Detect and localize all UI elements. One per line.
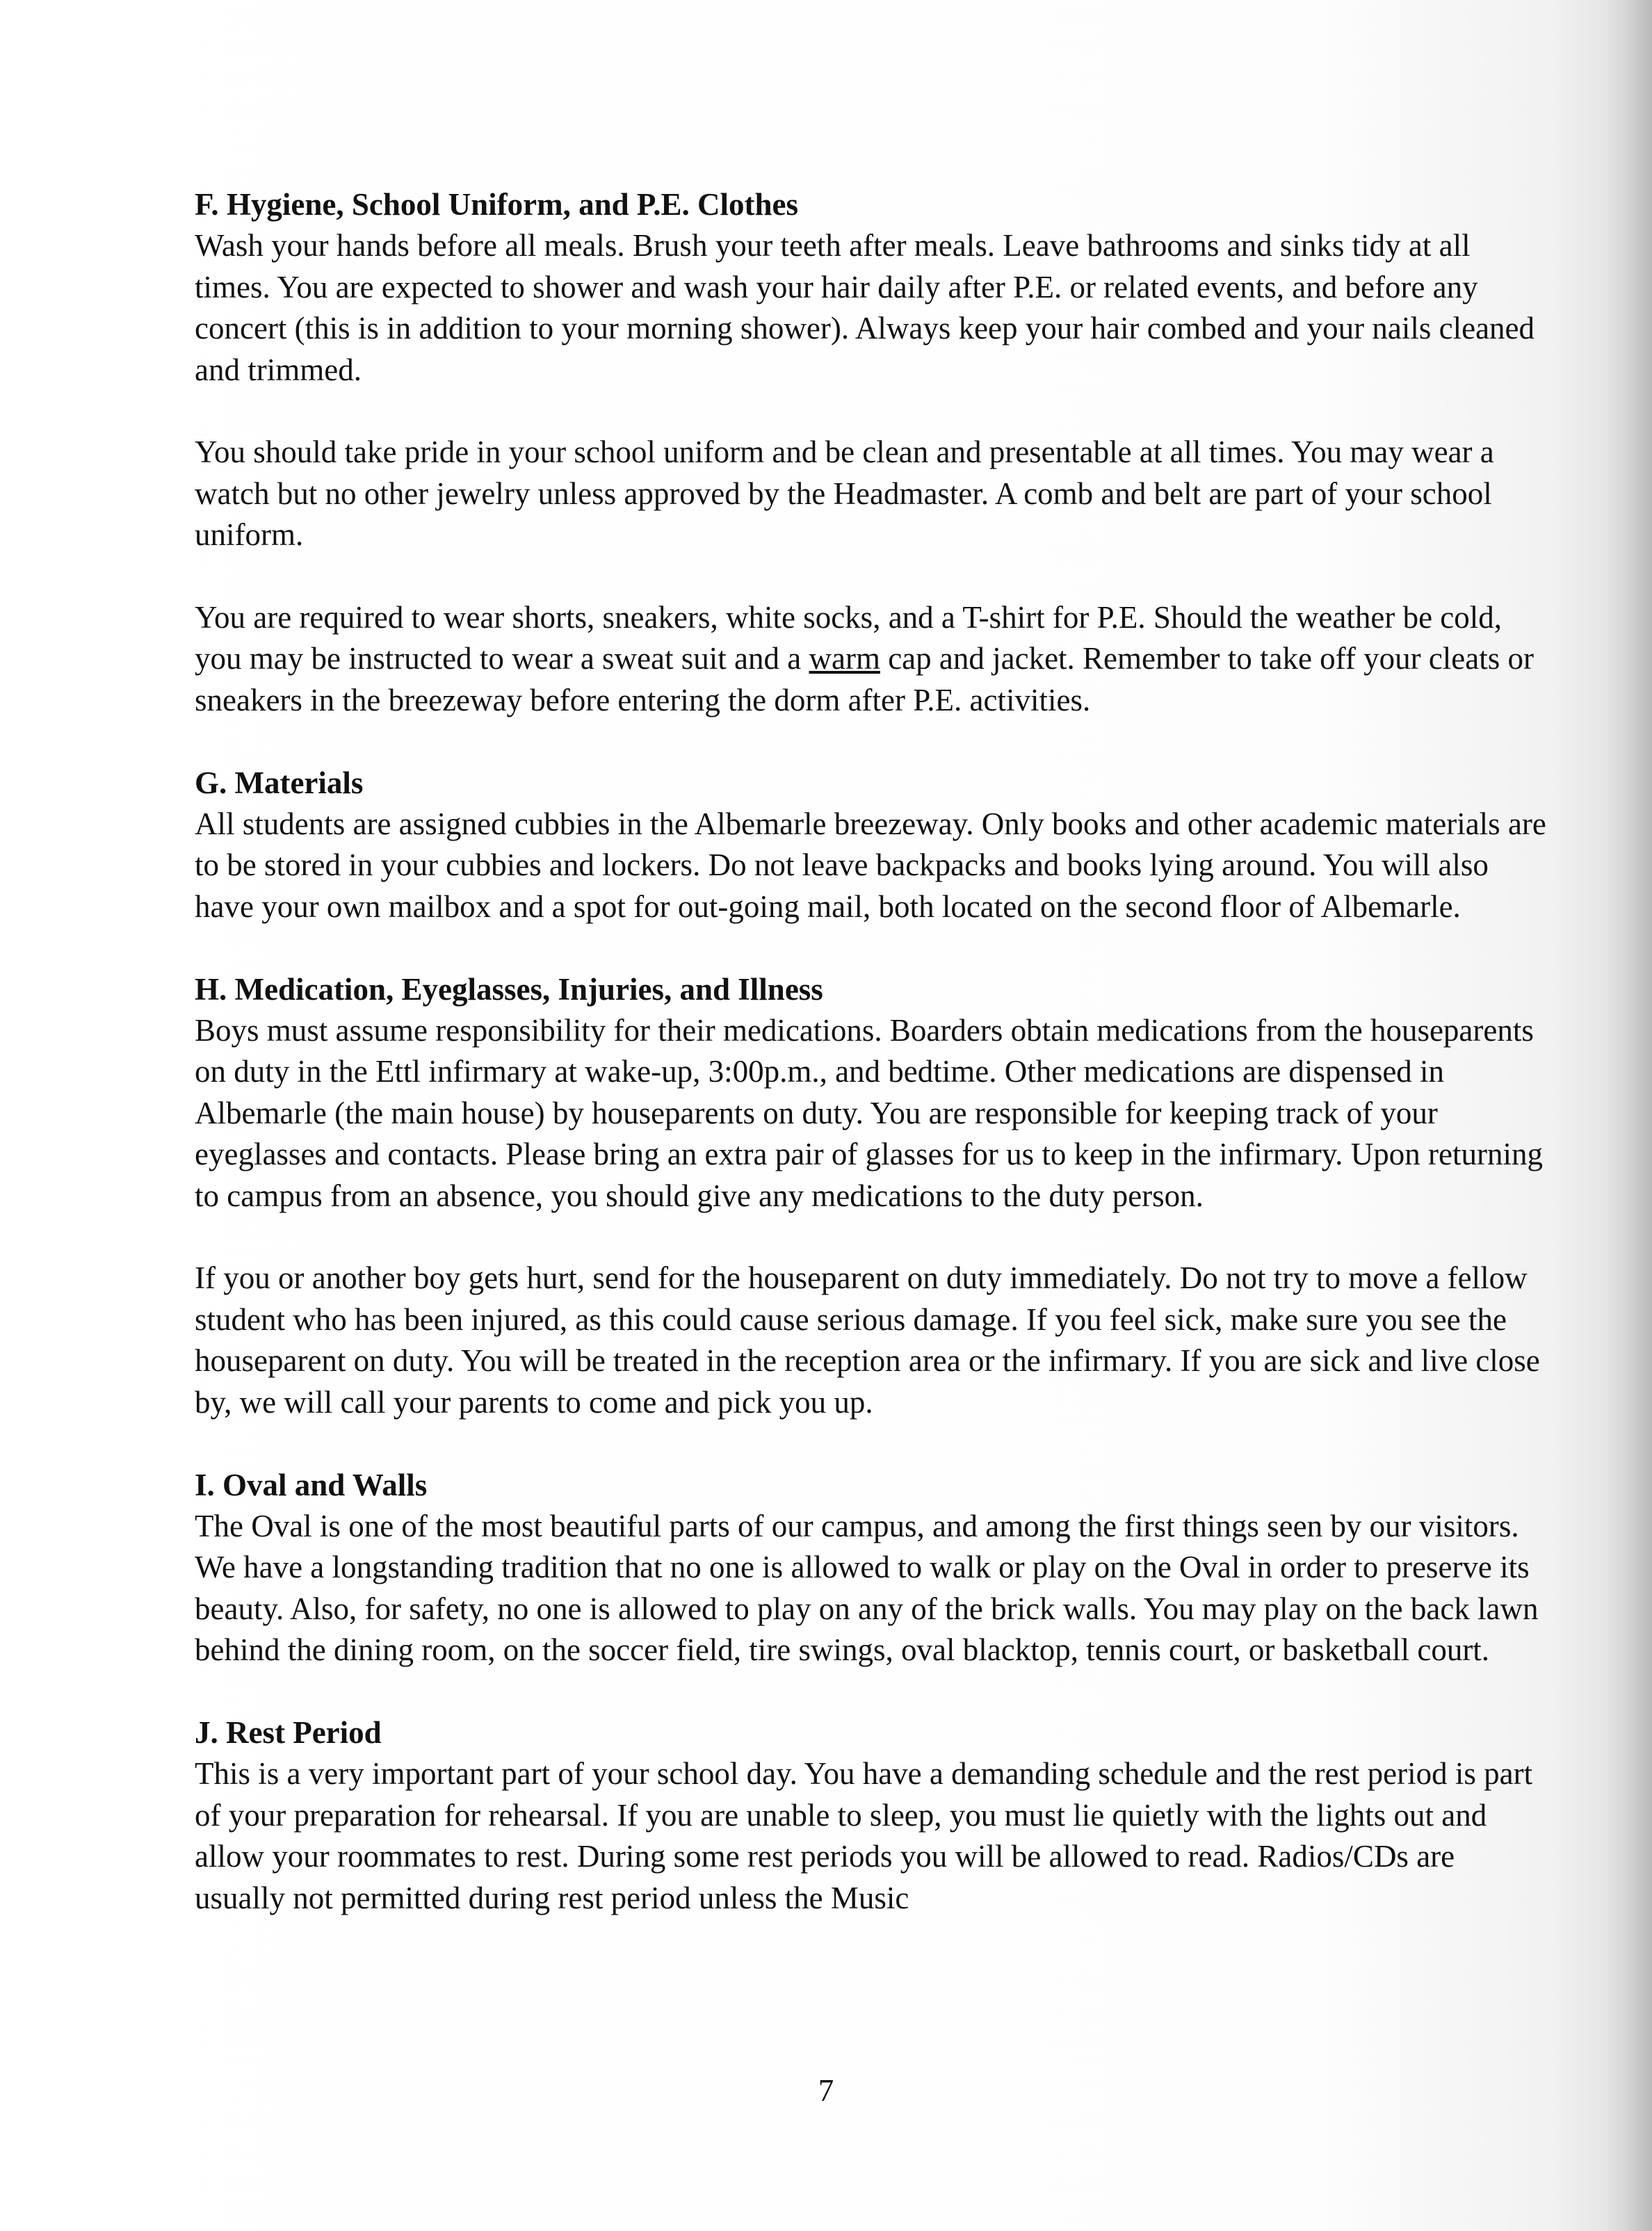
section-oval-walls <box>195 1465 1550 1671</box>
page-edge-shadow <box>1603 0 1652 2231</box>
paragraph <box>195 597 1550 721</box>
section-heading: F. Hygiene, School Uniform, and P.E. Clothes <box>195 187 799 222</box>
section-medication <box>195 969 1550 1423</box>
section-heading: G. Materials <box>195 765 364 800</box>
section-rest-period <box>195 1712 1550 1919</box>
section-heading: J. Rest Period <box>195 1714 382 1750</box>
paragraph: Wash your hands before all meals. Brush your teeth after meals. Leave bathrooms and sinks tidy at all times. You are expected to shower and wash your hair daily after P.E. or related events, and before any concert (this is in addition to your morning shower). Always keep your hair combed and your nails cleaned and trimmed. <box>195 228 1535 387</box>
page-number: 7 <box>818 2073 834 2108</box>
underlined-word: warm <box>809 641 880 676</box>
paragraph: This is a very important part of your school day. You have a demanding schedule and the rest period is part of your preparation for rehearsal. If you are unable to sleep, you must lie quietly with the lights out and allow your roommates to rest. During some rest periods you will be allowed to read. Radios/CDs are usually not permitted during rest period unless the Music <box>195 1756 1533 1915</box>
paragraph: You should take pride in your school uniform and be clean and presentable at all times. You may wear a watch but no other jewelry unless approved by the Headmaster. A comb and belt are part of your school uniform. <box>195 435 1494 553</box>
section-materials <box>195 763 1550 928</box>
section-heading: H. Medication, Eyeglasses, Injuries, and Illness <box>195 971 823 1007</box>
paragraph: If you or another boy gets hurt, send for the houseparent on duty immediately. Do not try to move a fellow student who has been injured, as this could cause serious damage. If you feel sick, make sure you see the houseparent on duty. You will be treated in the reception area or the infirmary. If you are sick and live close by, we will call your parents to come and pick you up. <box>195 1260 1540 1420</box>
paragraph-text: You are required to wear shorts, sneakers, white socks, and a T-shirt for P.E. Should the weather be cold, you may be instructed to wear a sweat suit and a <box>195 600 1503 676</box>
section-hygiene <box>195 184 1550 721</box>
section-heading: I. Oval and Walls <box>195 1467 428 1502</box>
page-body <box>195 184 1550 1919</box>
paragraph-text: cap and jacket. Remember to take off your cleats or sneakers in the breezeway before entering the dorm after P.E. activities. <box>195 641 1534 717</box>
paragraph: All students are assigned cubbies in the Albemarle breezeway. Only books and other academic materials are to be stored in your cubbies and lockers. Do not leave backpacks and books lying around. You will also have your own mailbox and a spot for out-going mail, both located on the second floor of Albemarle. <box>195 806 1546 924</box>
paragraph: Boys must assume responsibility for their medications. Boarders obtain medications from the houseparents on duty in the Ettl infirmary at wake-up, 3:00p.m., and bedtime. Other medications are dispensed in Albemarle (the main house) by houseparents on duty. You are responsible for keeping track of your eyeglasses and contacts. Please bring an extra pair of glasses for us to keep in the infirmary. Upon returning to campus from an absence, you should give any medications to the duty person. <box>195 1013 1543 1213</box>
paragraph: The Oval is one of the most beautiful parts of our campus, and among the first things seen by our visitors. We have a longstanding tradition that no one is allowed to walk or play on the Oval in order to preserve its beauty. Also, for safety, no one is allowed to play on any of the brick walls. You may play on the back lawn behind the dining room, on the soccer field, tire swings, oval blacktop, tennis court, or basketball court. <box>195 1508 1539 1668</box>
